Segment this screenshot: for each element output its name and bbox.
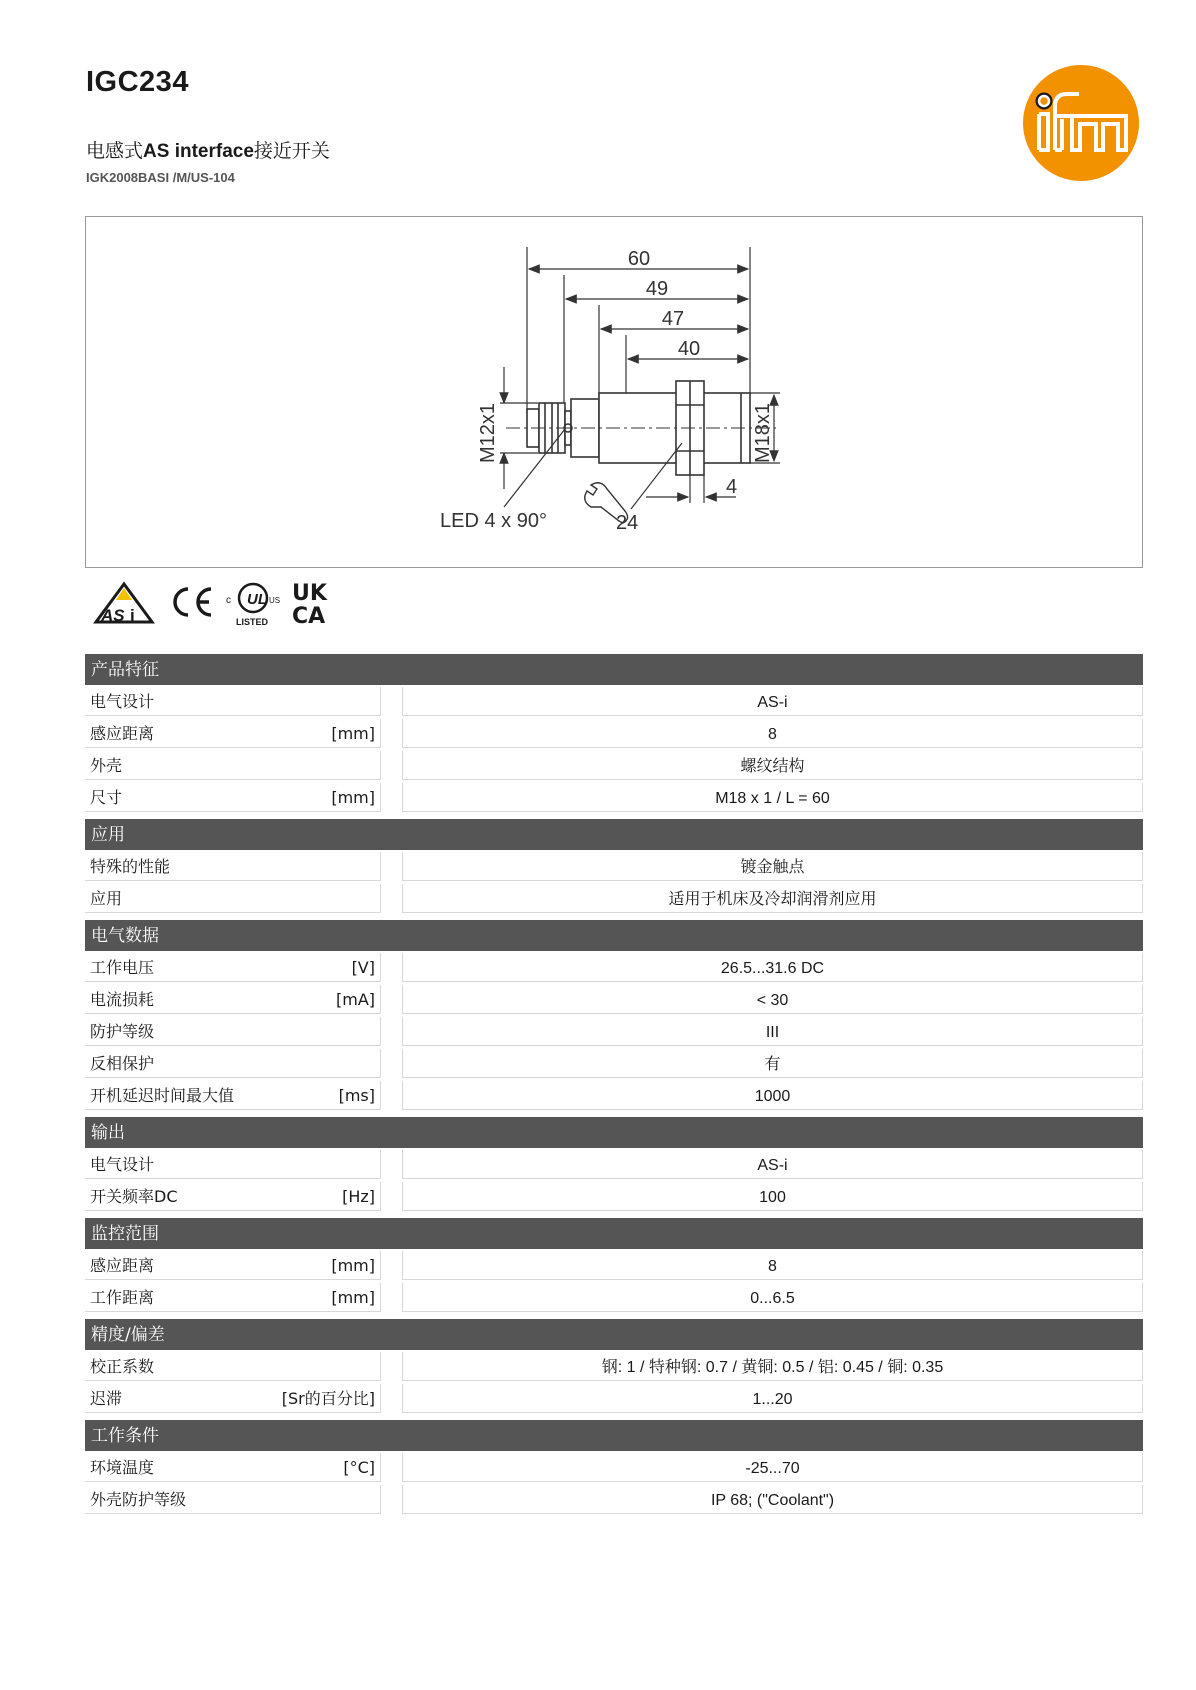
row-value: -25...70 (402, 1453, 1143, 1482)
subtitle-prefix: 电感式 (86, 140, 144, 162)
section-output (85, 1117, 1143, 1212)
table-row (85, 953, 1143, 983)
subtitle-suffix: 接近开关 (253, 140, 330, 162)
table-row (85, 1384, 1143, 1414)
dim-40-label: 40 (677, 338, 701, 360)
row-value: 钢: 1 / 特种钢: 0.7 / 黄铜: 0.5 / 铝: 0.45 / 铜: 0.35 (402, 1352, 1143, 1381)
section-operating-conditions (85, 1420, 1143, 1515)
wrench-size-label: 24 (616, 512, 639, 534)
section-monitoring-range (85, 1218, 1143, 1313)
table-row (85, 1251, 1143, 1281)
row-unit: [mm] (331, 1256, 375, 1275)
row-label: 工作电压 (90, 958, 155, 977)
dim-60-label: 60 (627, 248, 651, 270)
row-value: 0...6.5 (402, 1283, 1143, 1312)
row-unit: [Hz] (342, 1187, 375, 1206)
row-value: 螺纹结构 (402, 751, 1143, 780)
row-label: 电流损耗 (90, 990, 155, 1009)
row-label: 开关频率DC (90, 1187, 178, 1206)
row-unit: [°C] (343, 1458, 375, 1477)
svg-text:US: US (269, 596, 281, 605)
row-value: 26.5...31.6 DC (402, 953, 1143, 982)
row-value: 100 (402, 1182, 1143, 1211)
row-unit: [mm] (331, 788, 375, 807)
row-label: 外壳防护等级 (90, 1490, 187, 1509)
row-value: 8 (402, 1251, 1143, 1280)
row-value: 有 (402, 1049, 1143, 1078)
row-label: 迟滞 (90, 1389, 123, 1408)
section-title: 输出 (85, 1117, 1143, 1148)
logo-text: ifm (1081, 176, 1083, 177)
ce-mark (166, 578, 216, 626)
row-unit: [Sr的百分比] (281, 1389, 375, 1408)
row-value: III (402, 1017, 1143, 1046)
table-row (85, 1182, 1143, 1212)
subtitle-bold: AS interface (143, 141, 254, 162)
section-title: 应用 (85, 819, 1143, 850)
row-value: IP 68; ("Coolant") (402, 1485, 1143, 1514)
row-value: 8 (402, 719, 1143, 748)
section-title: 产品特征 (85, 654, 1143, 685)
section-title: 工作条件 (85, 1420, 1143, 1451)
table-row (85, 1453, 1143, 1483)
table-row (85, 1049, 1143, 1079)
row-label: 感应距离 (90, 724, 155, 743)
table-row (85, 719, 1143, 749)
row-label: 环境温度 (90, 1458, 155, 1477)
table-row (85, 1150, 1143, 1180)
row-label: 尺寸 (90, 788, 123, 807)
article-code: IGK2008BASI /M/US-104 (86, 170, 235, 185)
row-label: 电气设计 (90, 1155, 155, 1174)
asi-logo (92, 578, 156, 626)
row-label: 防护等级 (90, 1022, 155, 1041)
row-value: 镀金触点 (402, 852, 1143, 881)
row-value: AS-i (402, 687, 1143, 716)
ifm-logo (1022, 64, 1140, 182)
row-label: 应用 (90, 889, 123, 908)
row-value: M18 x 1 / L = 60 (402, 783, 1143, 812)
row-unit: [mm] (331, 1288, 375, 1307)
row-unit: [mm] (331, 724, 375, 743)
row-value: 1000 (402, 1081, 1143, 1110)
table-row (85, 1485, 1143, 1515)
row-label: 反相保护 (90, 1054, 155, 1073)
table-row (85, 985, 1143, 1015)
table-row (85, 687, 1143, 717)
dim-47-label: 47 (661, 308, 685, 330)
nut-width-label: 4 (726, 476, 738, 498)
table-row (85, 1017, 1143, 1047)
listed-text: LISTED (236, 617, 269, 627)
section-title: 精度/偏差 (85, 1319, 1143, 1350)
svg-text:UL: UL (247, 591, 267, 608)
section-application (85, 819, 1143, 914)
row-label: 校正系数 (90, 1357, 155, 1376)
table-row (85, 751, 1143, 781)
table-row (85, 852, 1143, 882)
svg-text:AS: AS (101, 606, 125, 625)
section-product-features (85, 654, 1143, 813)
row-label: 电气设计 (90, 692, 155, 711)
row-label: 特殊的性能 (90, 857, 171, 876)
thread-m12-label: M12x1 (477, 402, 499, 463)
row-unit: [V] (351, 958, 375, 977)
sensor-drawing-svg (86, 217, 1144, 569)
culus-listed-mark (222, 578, 284, 628)
ukca-mark (290, 578, 334, 626)
led-label: LED 4 x 90° (440, 510, 547, 532)
table-row (85, 1352, 1143, 1382)
ukca-line1: UK (292, 581, 327, 606)
svg-text:i: i (130, 606, 135, 625)
section-electrical-data (85, 920, 1143, 1111)
row-value: 1...20 (402, 1384, 1143, 1413)
product-subtitle (86, 136, 330, 163)
section-accuracy (85, 1319, 1143, 1414)
row-label: 感应距离 (90, 1256, 155, 1275)
svg-text:c: c (226, 595, 231, 606)
dim-49-label: 49 (645, 278, 669, 300)
row-value: AS-i (402, 1150, 1143, 1179)
ukca-line2: CA (292, 604, 326, 626)
row-unit: [ms] (338, 1086, 375, 1105)
row-unit: [mA] (335, 990, 375, 1009)
specification-table (85, 654, 1143, 1521)
row-value: 适用于机床及冷却润滑剂应用 (402, 884, 1143, 913)
thread-m18-label: M18x1 (752, 402, 774, 463)
row-label: 外壳 (90, 756, 123, 775)
table-row (85, 884, 1143, 914)
section-title: 监控范围 (85, 1218, 1143, 1249)
dimension-drawing (85, 216, 1143, 568)
table-row (85, 1283, 1143, 1313)
section-title: 电气数据 (85, 920, 1143, 951)
table-row (85, 783, 1143, 813)
row-label: 工作距离 (90, 1288, 155, 1307)
product-code: IGC234 (86, 66, 189, 98)
row-label: 开机延迟时间最大值 (90, 1086, 235, 1105)
row-value: < 30 (402, 985, 1143, 1014)
table-row (85, 1081, 1143, 1111)
